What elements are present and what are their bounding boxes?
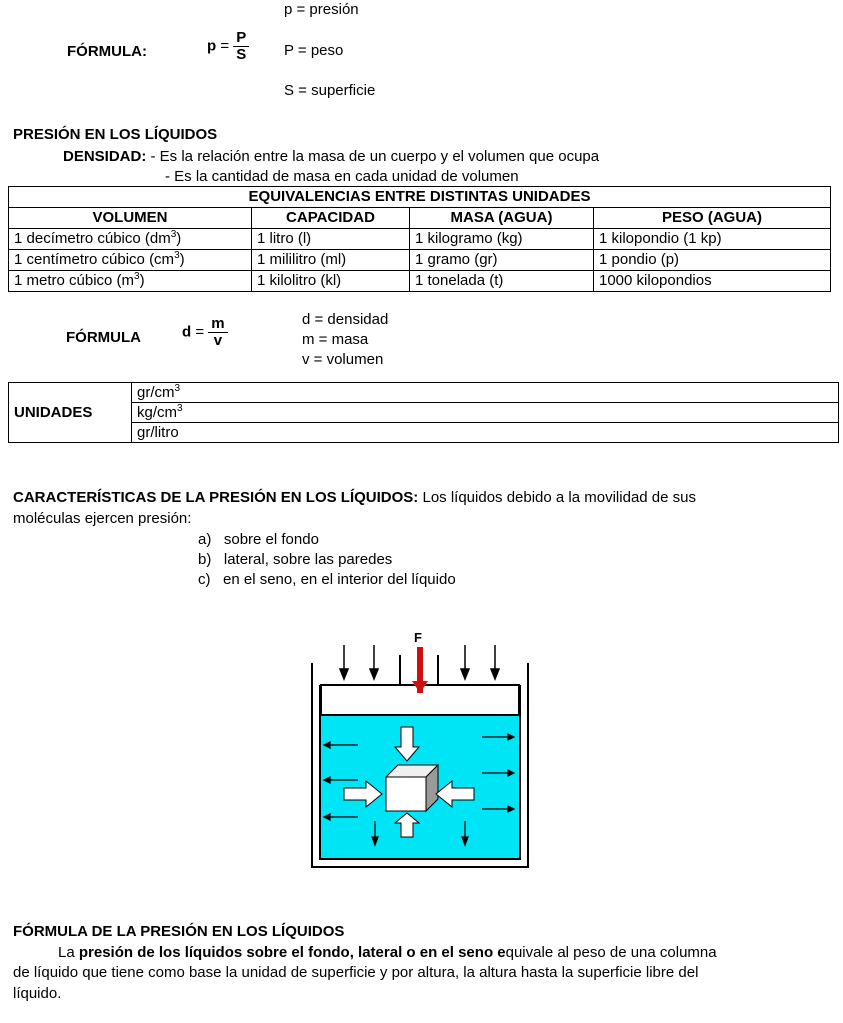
table-row bbox=[9, 423, 839, 443]
cell-capacity: 1 mililitro (ml) bbox=[252, 250, 410, 271]
formula1-denominator: S bbox=[236, 46, 247, 63]
unit-value: $gr/cm^3$ bbox=[132, 383, 839, 403]
list-text: sobre el fondo bbox=[223, 531, 319, 548]
table-row bbox=[9, 383, 839, 403]
cell-weight: 1 pondio (p) bbox=[594, 250, 831, 271]
list-text: lateral, sobre las paredes bbox=[223, 551, 393, 568]
formula3-paragraph-line1: La presión de los líquidos sobre el fondo, lateral o en el seno equivale al peso de una columna bbox=[58, 944, 717, 961]
table-row bbox=[9, 271, 831, 292]
formula1-label: FÓRMULA: bbox=[67, 43, 147, 60]
list-marker: a) bbox=[198, 531, 212, 548]
characteristics-line2: moléculas ejercen presión: bbox=[13, 510, 192, 527]
formula2-fraction bbox=[208, 316, 227, 349]
list-text: en el seno, en el interior del líquido bbox=[223, 571, 456, 588]
table-row bbox=[9, 250, 831, 271]
cell-mass: 1 gramo (gr) bbox=[410, 250, 594, 271]
formula2-legend-v: v = volumen bbox=[302, 351, 384, 368]
cell-volume: 1 metro cúbico $(m^3)$ bbox=[9, 271, 252, 292]
formula3-paragraph-line2: de líquido que tiene como base la unidad de superficie y por altura, la altura hasta la superficie libre del bbox=[13, 964, 699, 981]
density-def1: - Es la relación entre la masa de un cuerpo y el volumen que ocupa bbox=[146, 148, 600, 165]
cell-capacity: 1 litro (l) bbox=[252, 229, 410, 250]
formula1-legend-P: P = peso bbox=[284, 42, 344, 59]
formula2-d: d bbox=[182, 323, 192, 341]
formula2-expression bbox=[182, 316, 228, 349]
formula1-expression bbox=[207, 30, 249, 63]
formula3-heading: FÓRMULA DE LA PRESIÓN EN LOS LÍQUIDOS bbox=[13, 923, 345, 940]
formula1-fraction bbox=[233, 30, 249, 63]
cell-weight: 1000 kilopondios bbox=[594, 271, 831, 292]
col-header-volume: VOLUMEN bbox=[9, 208, 252, 229]
equivalences-table bbox=[8, 186, 831, 292]
density-definition-2: - Es la cantidad de masa en cada unidad de volumen bbox=[165, 168, 519, 185]
density-label: DENSIDAD: bbox=[63, 148, 147, 165]
cell-mass: 1 tonelada (t) bbox=[410, 271, 594, 292]
unit-value: $kg/cm^3$ bbox=[132, 403, 839, 423]
formula1-p: p bbox=[207, 37, 217, 55]
equivalences-title: EQUIVALENCIAS ENTRE DISTINTAS UNIDADES bbox=[9, 187, 831, 208]
formula1-legend-S: S = superficie bbox=[284, 82, 376, 99]
list-item bbox=[198, 531, 319, 548]
cell-weight: 1 kilopondio (1 kp) bbox=[594, 229, 831, 250]
units-label: UNIDADES bbox=[9, 383, 132, 443]
cell-mass: 1 kilogramo (kg) bbox=[410, 229, 594, 250]
liquids-heading: PRESIÓN EN LOS LÍQUIDOS bbox=[13, 126, 218, 143]
list-marker: b) bbox=[198, 551, 212, 568]
table-row bbox=[9, 403, 839, 423]
col-header-weight: PESO (AGUA) bbox=[594, 208, 831, 229]
formula1-legend-p: p = presión bbox=[284, 1, 359, 18]
formula2-eq: = bbox=[195, 323, 205, 341]
formula3-paragraph-line3: líquido. bbox=[13, 985, 62, 1002]
formula3-bold-text: presión de los líquidos sobre el fondo, lateral o en el seno e bbox=[78, 944, 506, 961]
unit-value: gr/litro bbox=[132, 423, 839, 443]
units-table bbox=[8, 382, 839, 443]
list-item bbox=[198, 551, 392, 568]
pressure-diagram bbox=[300, 625, 540, 875]
formula2-legend-d: d = densidad bbox=[302, 311, 389, 328]
characteristics-text1: Los líquidos debido a la movilidad de sus bbox=[418, 489, 696, 506]
cell-capacity: 1 kilolitro (kl) bbox=[252, 271, 410, 292]
formula2-label: FÓRMULA bbox=[66, 329, 141, 346]
cell-volume: 1 decímetro cúbico $(dm^3)$ bbox=[9, 229, 252, 250]
formula2-numerator: m bbox=[208, 316, 227, 333]
density-definition-1 bbox=[63, 148, 599, 165]
table-row bbox=[9, 229, 831, 250]
formula1-eq: = bbox=[220, 37, 230, 55]
formula1-numerator: P bbox=[233, 30, 249, 47]
table-header-row bbox=[9, 208, 831, 229]
col-header-mass: MASA (AGUA) bbox=[410, 208, 594, 229]
list-item bbox=[198, 571, 456, 588]
list-marker: c) bbox=[198, 571, 211, 588]
cube bbox=[386, 765, 438, 811]
force-label: F bbox=[414, 630, 422, 645]
characteristics-heading: CARACTERÍSTICAS DE LA PRESIÓN EN LOS LÍQUIDOS: bbox=[13, 489, 419, 506]
characteristics-line1 bbox=[13, 489, 696, 506]
formula2-denominator: v bbox=[213, 332, 223, 349]
cell-volume: 1 centímetro cúbico $(cm^3)$ bbox=[9, 250, 252, 271]
formula2-legend-m: m = masa bbox=[302, 331, 369, 348]
col-header-capacity: CAPACIDAD bbox=[252, 208, 410, 229]
